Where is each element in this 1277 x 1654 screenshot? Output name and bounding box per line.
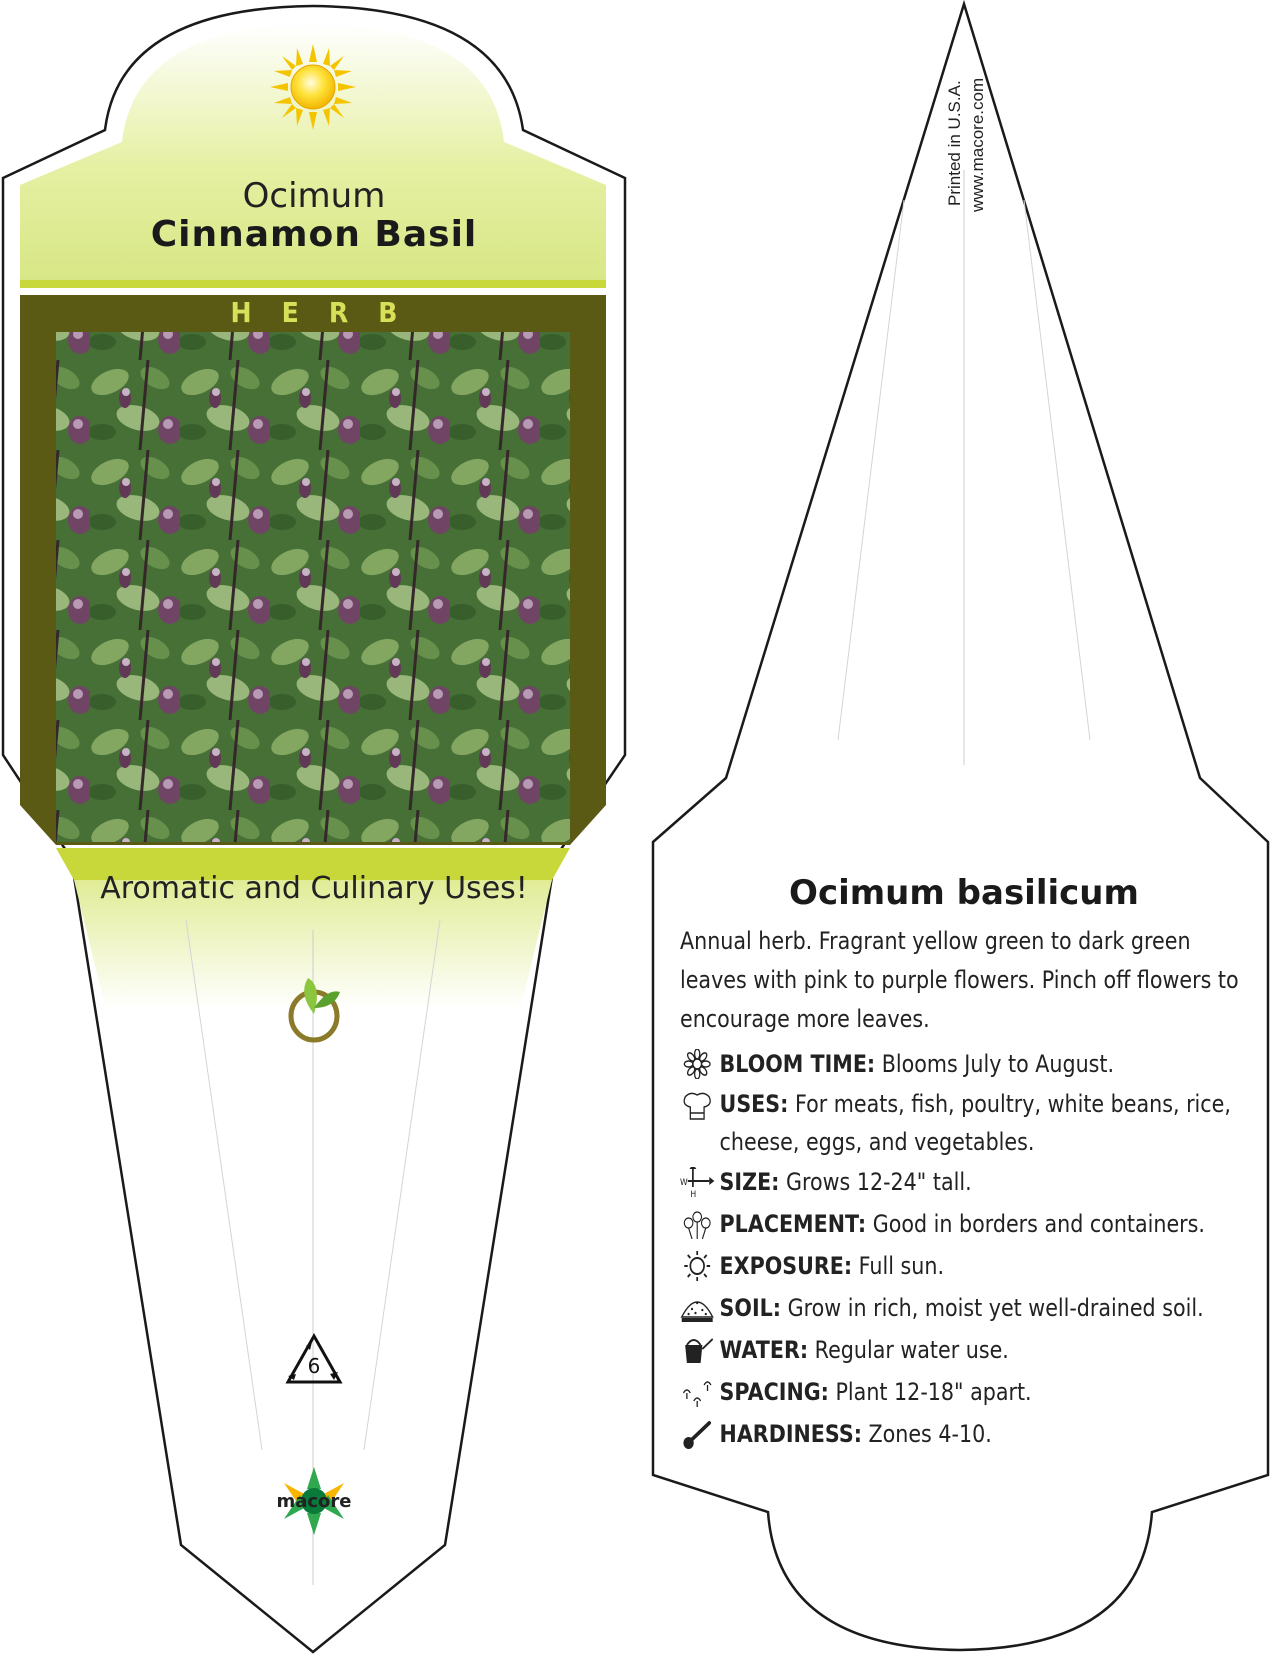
description: Annual herb. Fragrant yellow green to dark green leaves with pink to purple flowers. Pinch off flowers to encourage more leaves.	[680, 927, 1239, 1033]
printed-note: Printed in U.S.A.	[945, 80, 964, 206]
sun-outline-icon	[680, 1251, 714, 1281]
svg-text:H: H	[690, 1188, 697, 1197]
soil-icon	[680, 1293, 714, 1323]
thermometer-icon	[680, 1419, 714, 1449]
chef-hat-icon	[680, 1091, 714, 1121]
common-name: Cinnamon Basil	[150, 214, 478, 255]
attr-spacing: SPACING: Plant 12-18" apart.	[680, 1371, 1258, 1413]
attr-placement: PLACEMENT: Good in borders and containers.	[680, 1203, 1258, 1245]
spacing-icon	[680, 1377, 714, 1407]
flower-icon	[680, 1049, 714, 1079]
attr-uses: USES: For meats, fish, poultry, white beans, rice, cheese, eggs, and vegetables.	[680, 1085, 1258, 1161]
attr-bloom-time: BLOOM TIME: Blooms July to August.	[680, 1043, 1258, 1085]
brand-name: macore	[276, 1491, 352, 1512]
attr-water: WATER: Regular water use.	[680, 1329, 1258, 1371]
attr-exposure: EXPOSURE: Full sun.	[680, 1245, 1258, 1287]
website: www.macore.com	[968, 77, 987, 212]
svg-text:W: W	[680, 1176, 688, 1188]
size-icon	[680, 1167, 714, 1197]
watering-can-icon	[680, 1335, 714, 1365]
attr-soil: SOIL: Grow in rich, moist yet well-drained soil.	[680, 1287, 1258, 1329]
placement-icon	[680, 1209, 714, 1239]
attr-size: W H SIZE: Grows 12-24" tall.	[680, 1161, 1258, 1203]
sun-icon	[270, 44, 356, 130]
category-label: HERB	[230, 296, 428, 329]
plant-leaf-icon	[284, 968, 344, 1044]
attr-hardiness: HARDINESS: Zones 4-10.	[680, 1413, 1258, 1455]
attribute-list	[680, 1043, 1258, 1455]
botanical-name: Ocimum basilicum	[789, 873, 1139, 913]
genus-name: Ocimum	[242, 176, 386, 216]
recycle-code: 6	[307, 1354, 321, 1378]
tagline: Aromatic and Culinary Uses!	[100, 871, 528, 906]
